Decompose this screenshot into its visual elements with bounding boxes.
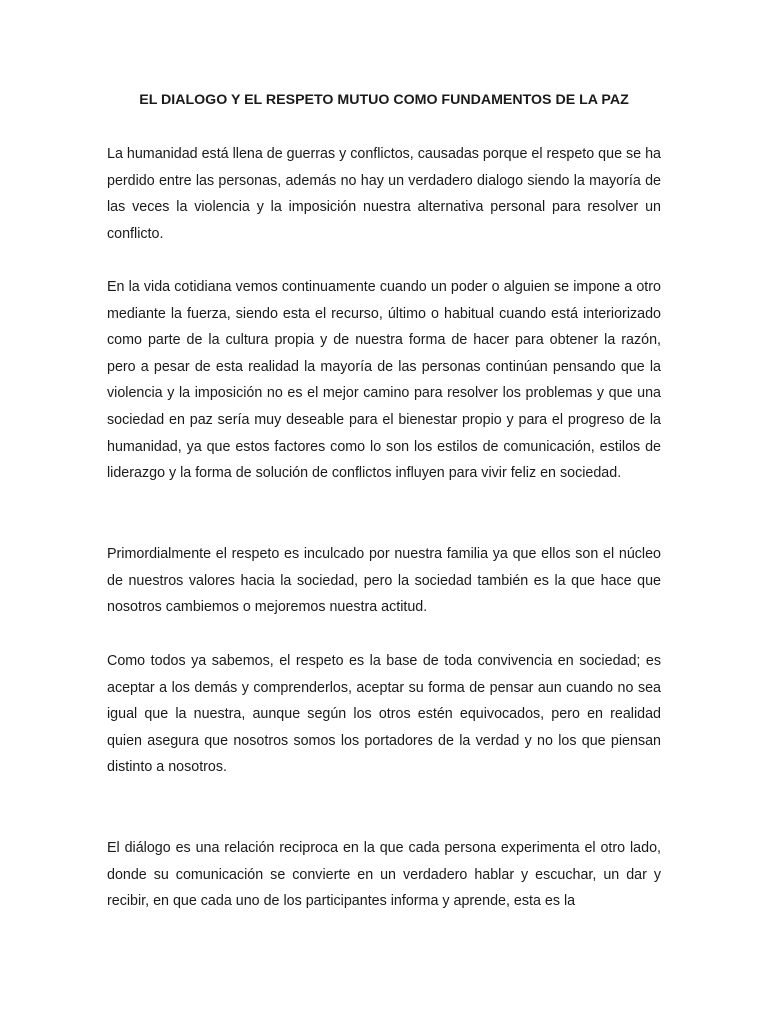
paragraph-4: Como todos ya sabemos, el respeto es la base de toda convivencia en sociedad; es aceptar a los demás y comprenderlos, aceptar su forma de pensar aun cuando no sea igual que la nuestra, aunque según los otros estén equivocados, pero en realidad quien asegura que nosotros somos los portadores de la verdad y no los que piensan distinto a nosotros. [107,653,661,776]
paragraph-2: En la vida cotidiana vemos continuamente cuando un poder o alguien se impone a otro mediante la fuerza, siendo esta el recurso, último o habitual cuando está interiorizado como parte de la cultura propia y de nuestra forma de hacer para obtener la razón, pero a pesar de esta realidad la mayoría de las personas continúan pensando que la violencia y la imposición no es el mejor camino para resolver los problemas y que una sociedad en paz sería muy deseable para el bienestar propio y para el progreso de la humanidad, ya que estos factores como lo son los estilos de comunicación, estilos de liderazgo y la forma de solución de conflictos influyen para vivir feliz en sociedad. [107,279,661,482]
paragraph-5: El diálogo es una relación reciproca en la que cada persona experimenta el otro lado, donde su comunicación se convierte en un verdadero hablar y escuchar, un dar y recibir, en que cada uno de los participantes informa y aprende, esta es la [107,840,661,910]
document-title: EL DIALOGO Y EL RESPETO MUTUO COMO FUNDAMENTOS DE LA PAZ [139,92,629,108]
paragraph-1: La humanidad está llena de guerras y conflictos, causadas porque el respeto que se ha perdido entre las personas, además no hay un verdadero dialogo siendo la mayoría de las veces la violencia y la imposición nuestra alternativa personal para resolver un conflicto. [107,146,661,242]
paragraph-3: Primordialmente el respeto es inculcado por nuestra familia ya que ellos son el núcleo de nuestros valores hacia la sociedad, pero la sociedad también es la que hace que nosotros cambiemos o mejoremos nuestra actitud. [107,546,661,616]
